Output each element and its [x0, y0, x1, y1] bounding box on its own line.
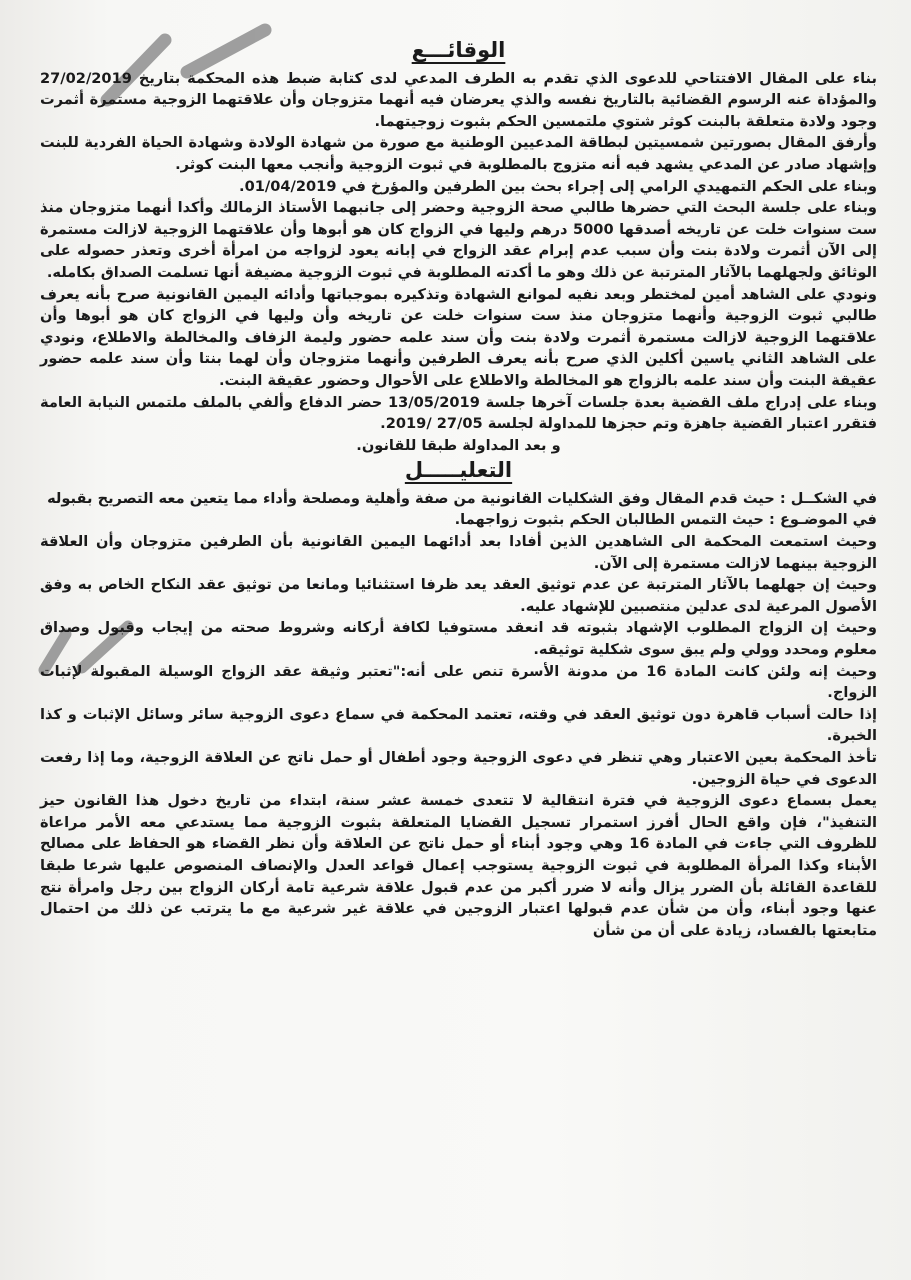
deliberation-line: و بعد المداولة طبقا للقانون.	[356, 436, 561, 454]
reasoning-paragraph: يعمل بسماع دعوى الزوجية في فترة انتقالية لا تتعدى خمسة عشر سنة، ابتداء من تاريخ دخول هذا القانون حيز التنفيذ"، فإن واقع الحال أفرز استمرار تسجيل القضايا المتعلقة بثبوت الزوجية مما يستدعي معه الأمر مراعاة للظروف التي جاءت في المادة 16 وهي وجود أبناء أو حمل ناتج عن العلاقة وأن نظر القضاء هو الحفاظ على مصالح الأبناء وكذا المرأة المطلوبة في ثبوت الزوجية يستوجب إعمال قواعد العدل والإنصاف المنصوص عليها شرعا طبقا للقاعدة القائلة بأن الضرر يزال وأنه لا ضرر أكبر من عدم قبول علاقة شرعية تامة أركان الزواج بين رجل وامرأة نتج عنها وجود أبناء، وأن من شأن عدم قبولها اعتبار الزوجين في علاقة غير شرعية مع ما يترتب عن ذلك من احتمال متابعتها بالفساد، زيادة على أن من شأن	[40, 792, 877, 939]
facts-paragraph: وبناء على الحكم التمهيدي الرامي إلى إجراء بحث بين الطرفين والمؤرخ في 01/04/2019.	[239, 177, 877, 195]
subject-paragraph	[40, 509, 877, 531]
facts-heading: الوقائـــع	[411, 38, 506, 62]
form-text: حيث قدم المقال وفق الشكليات القانونية من صفة وأهلية ومصلحة وأداء مما يتعين معه التصريح بقبوله	[47, 489, 775, 507]
subject-text: حيث التمس الطالبان الحكم بثبوت زواجهما.	[454, 511, 764, 529]
form-label: في الشكــل :	[779, 489, 877, 507]
facts-paragraph: وبناء على جلسة البحث التي حضرها طالبي صحة الزوجية وحضر إلى جانبهما الأستاذ الزمالك وأكدا أنهما متزوجان منذ ست سنوات خلت عن تاريخه أصدقها 5000 درهم وليها في الزواج كان هو أبوها وأن علاقتهما الزوجية لازالت مستمرة إلى الآن أثمرت ولادة بنت وأن سبب عدم إبرام عقد الزواج في إبانه يعود لزواجه من امرأة أخرى وتعذر حصوله على الوثائق ولجهلهما بالآثار المترتبة عن ذلك وهو ما أكدته المطلوبة في ثبوت الزوجية مضيفة أنها تسلمت الصداق بكامله.	[40, 199, 877, 281]
reasoning-paragraph: إذا حالت أسباب قاهرة دون توثيق العقد في وقته، تعتمد المحكمة في سماع دعوى الزوجية سائر وسائل الإثبات و كذا الخبرة.	[40, 705, 877, 745]
facts-paragraph: وأرفق المقال بصورتين شمسيتين لبطاقة المدعيين الوطنية مع صورة من شهادة الولادة وشهادة الحياة الفردية للبنت وإشهاد صادر عن المدعي يشهد فيه أنه متزوج بالمطلوبة في ثبوت الزوجية وأنجب معها البنت كوثر.	[40, 134, 877, 173]
judgment-text	[40, 36, 877, 941]
facts-paragraph: بناء على المقال الافتتاحي للدعوى الذي تقدم به الطرف المدعي لدى كتابة ضبط هذه المحكمة بتاريخ 27/02/2019 والمؤداة عنه الرسوم القضائية بالتاريخ نفسه والذي يعرضان فيه أنهما متزوجان وأن علاقتهما الزوجية مستمرة أثمرت وجود ولادة متعلقة بالبنت كوثر شتوي ملتمسين الحكم بثبوت زوجيتهما.	[40, 69, 877, 130]
form-paragraph	[40, 488, 877, 510]
reasoning-heading: التعليـــــل	[404, 458, 513, 483]
facts-paragraph: وبناء على إدراج ملف القضية بعدة جلسات آخرها جلسة 13/05/2019 حضر الدفاع وألفي بالملف ملتمس النيابة العامة فتقرر اعتبار القضية جاهزة وتم حجزها للمداولة لجلسة 27/05 /2019.	[40, 393, 878, 433]
reasoning-paragraph: تأخذ المحكمة بعين الاعتبار وهي تنظر في دعوى الزوجية وجود أطفال أو حمل ناتج عن العلاقة الزوجية، وما إذا رفعت الدعوى في حياة الزوجين.	[40, 749, 877, 788]
facts-paragraph: ونودي على الشاهد أمين لمختطر وبعد نفيه لموانع الشهادة وتذكيره بموجباتها وأدائه اليمين القانونية صرح بأنه يعرف طالبي ثبوت الزوجية وأنهما متزوجان منذ ست سنوات خلت عن تاريخه وأن وليها في الزواج كان هو أبوها وأن علاقتهما الزوجية لازالت مستمرة أثمرت ولادة بنت وأن سند علمه حضور وليمة الزفاف والمخالطة والاطلاع، ونودي على الشاهد الثاني ياسين أكلين الذي صرح بأنه يعرف الطرفين وأنهما متزوجان وأن لهما بنتا وأن سند علمه حضور عقيقة البنت وأن سند علمه بالزواج هو المخالطة والاطلاع على الأحوال وحضور عقيقة البنت.	[40, 285, 877, 389]
reasoning-paragraph: وحيث إن الزواج المطلوب الإشهاد بثبوته قد انعقد مستوفيا لكافة أركانه وشروط صحته من إيجاب وقبول وصداق معلوم ومحدد وولي ولم يبق سوى شكلية توثيقه.	[40, 619, 877, 659]
reasoning-paragraph: وحيث استمعت المحكمة الى الشاهدين الذين أفادا بعد أدائهما اليمين القانونية بأن الطرفين متزوجان وأن العلاقة الزوجية بينهما لازالت مستمرة إلى الآن.	[40, 533, 877, 572]
reasoning-paragraph: وحيث إن جهلهما بالآثار المترتبة عن عدم توثيق العقد يعد ظرفا استثنائيا ومانعا من توثيق عقد النكاح الخاص به وفق الأصول المرعية لدى عدلين منتصبين للإشهاد عليه.	[40, 576, 877, 615]
reasoning-paragraph: وحيث إنه ولئن كانت المادة 16 من مدونة الأسرة تنص على أنه:"تعتبر وثيقة عقد الزواج الوسيلة المقبولة لإثبات الزواج.	[40, 662, 877, 702]
subject-label: في الموضـوع :	[769, 511, 877, 529]
